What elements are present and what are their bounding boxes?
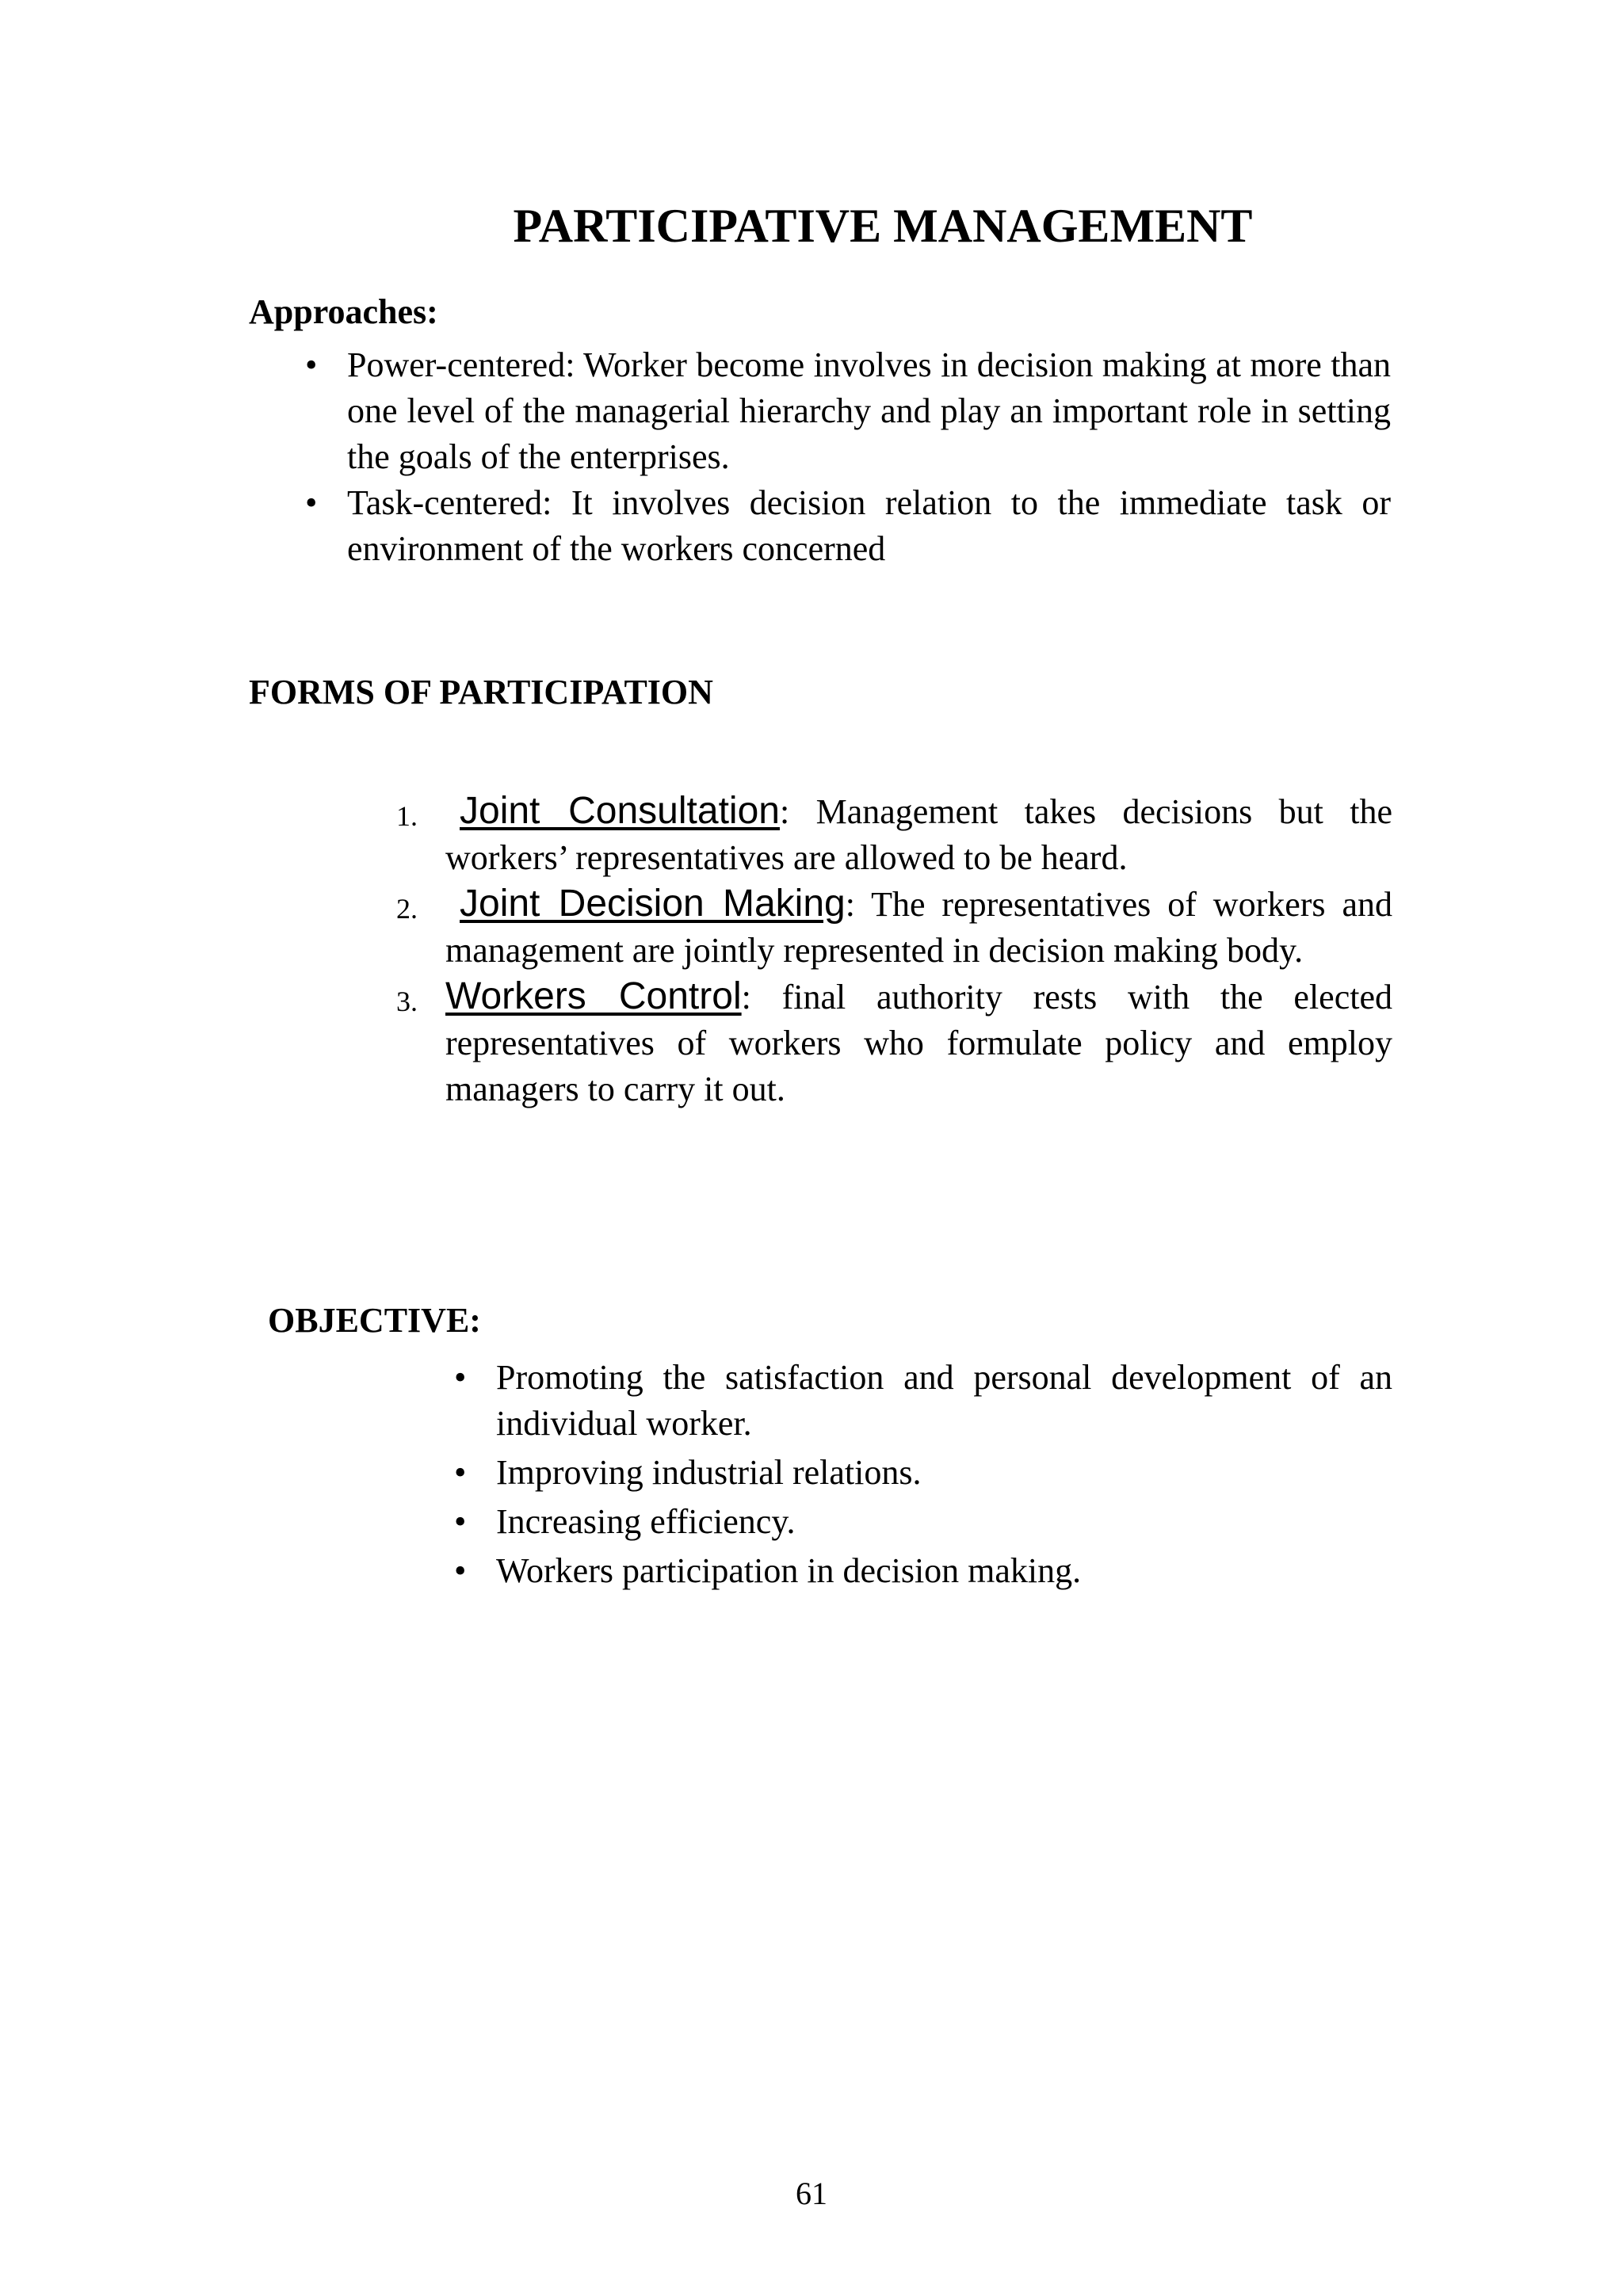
page-title: PARTICIPATIVE MANAGEMENT (513, 200, 1253, 252)
objective-list (446, 1355, 1392, 1597)
list-item (297, 480, 1391, 572)
list-item (446, 1548, 1392, 1594)
form-term: Workers Control (445, 975, 742, 1017)
objective-text: Improving industrial relations. (496, 1453, 922, 1492)
page-number: 61 (796, 2176, 827, 2211)
approaches-list (297, 342, 1391, 572)
forms-list (396, 788, 1392, 1112)
list-item (396, 881, 1392, 974)
objective-text: Workers participation in decision making. (496, 1551, 1082, 1590)
bullet-icon: • (454, 1551, 467, 1590)
forms-heading: FORMS OF PARTICIPATION (249, 673, 713, 711)
item-number: 2. (396, 893, 418, 925)
approach-text: Power-centered: Worker become involves in decision making at more than one level of the managerial hierarchy and play an important role in setting the goals of the enterprises. (347, 345, 1391, 476)
list-item (446, 1355, 1392, 1447)
list-item (396, 788, 1392, 881)
form-description: : The representatives of workers and management are jointly represented in decision making body. (445, 885, 1392, 970)
form-term: Joint Consultation (460, 790, 780, 832)
list-item (297, 342, 1391, 480)
bullet-icon: • (454, 1358, 467, 1397)
bullet-icon: • (454, 1453, 467, 1492)
list-item (396, 974, 1392, 1112)
objective-text: Increasing efficiency. (496, 1502, 796, 1541)
form-term: Joint Decision Making (460, 883, 846, 925)
item-number: 3. (396, 986, 418, 1017)
bullet-icon: • (454, 1502, 467, 1541)
form-description: : Management takes decisions but the workers’ representatives are allowed to be heard. (445, 792, 1393, 877)
approach-text: Task-centered: It involves decision relation to the immediate task or environment of the workers concerned (347, 483, 1391, 568)
bullet-icon: • (305, 345, 318, 384)
item-number: 1. (396, 800, 418, 832)
approaches-heading: Approaches: (249, 292, 438, 331)
list-item (446, 1499, 1392, 1545)
bullet-icon: • (305, 483, 318, 522)
objective-text: Promoting the satisfaction and personal development of an individual worker. (496, 1358, 1392, 1443)
list-item (446, 1450, 1392, 1496)
objective-heading: OBJECTIVE: (268, 1301, 481, 1340)
form-description: : final authority rests with the elected representatives of workers who formulate policy and employ managers to carry it out. (445, 978, 1392, 1108)
